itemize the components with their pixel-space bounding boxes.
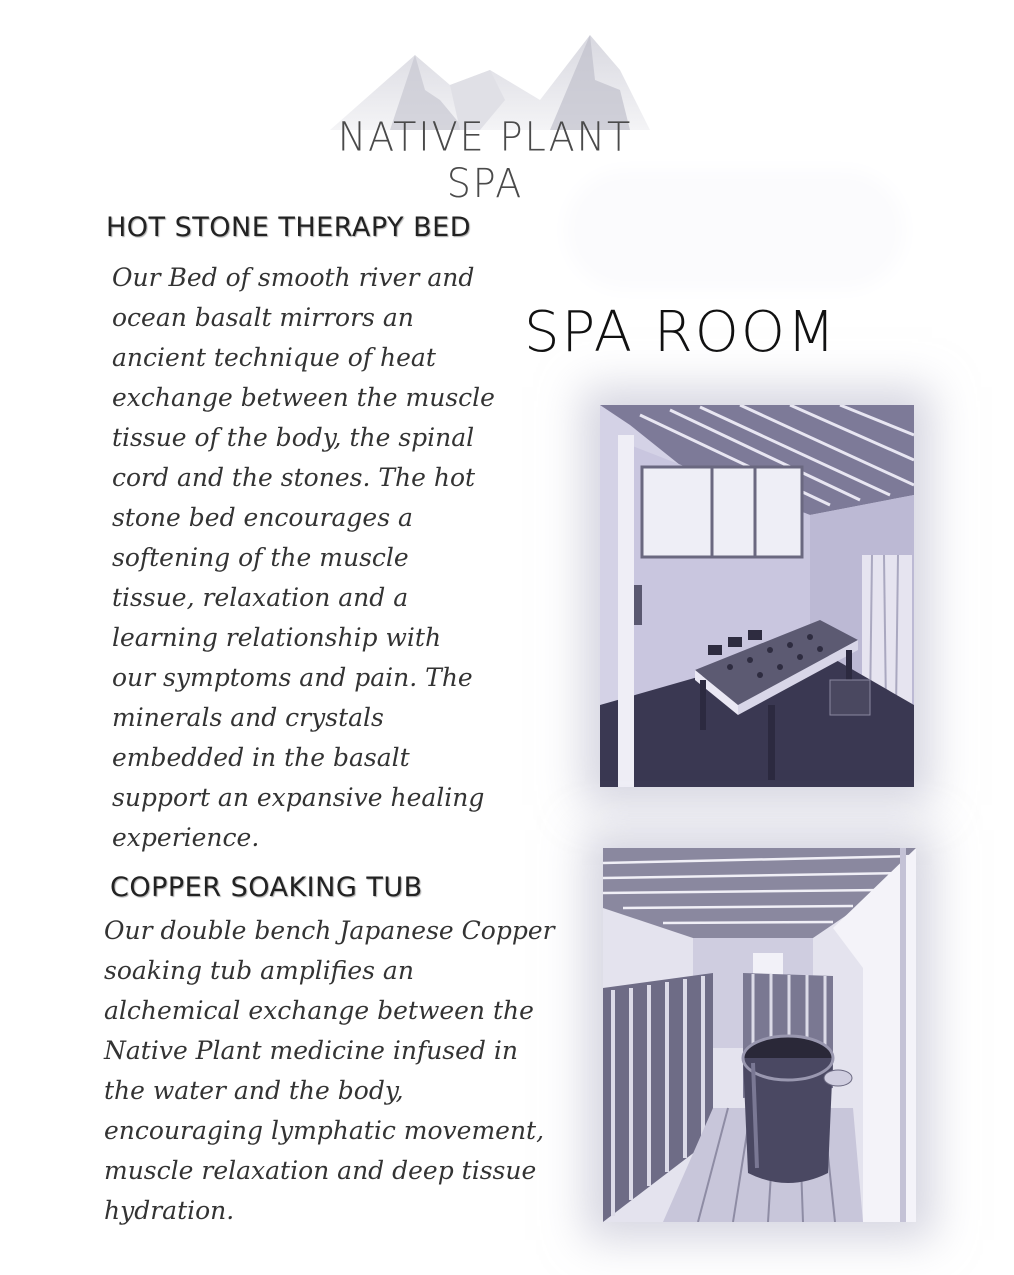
section-body-copper-tub: Our double bench Japanese Copper soaking tub amplifies an alchemical exchange between the Native Plant medicine infused in the water and the body, encouraging lymphatic movement, muscle relaxation and deep tissue hydration. xyxy=(104,916,555,1225)
copper-tub-photo xyxy=(603,848,916,1222)
logo-text: NATIVE PLANT SPA xyxy=(337,113,633,207)
section-body-hot-stone: Our Bed of smooth river and ocean basalt mirrors an ancient technique of heat exchange between the muscle tissue of the body, the spinal cord and the stones. The hot stone bed encourages a softening of the muscle tissue, relaxation and a learning relationship with our symptoms and pain. The minerals and crystals embedded in the basalt support an expansive healing experience. xyxy=(112,263,495,852)
section-title-copper-tub: COPPER SOAKING TUB xyxy=(110,872,423,903)
spa-logo xyxy=(290,30,680,207)
decorative-blob xyxy=(575,180,895,280)
page-title: SPA ROOM xyxy=(524,300,838,365)
section-title-hot-stone: HOT STONE THERAPY BED xyxy=(106,212,471,243)
hot-stone-bed-photo xyxy=(600,405,914,787)
